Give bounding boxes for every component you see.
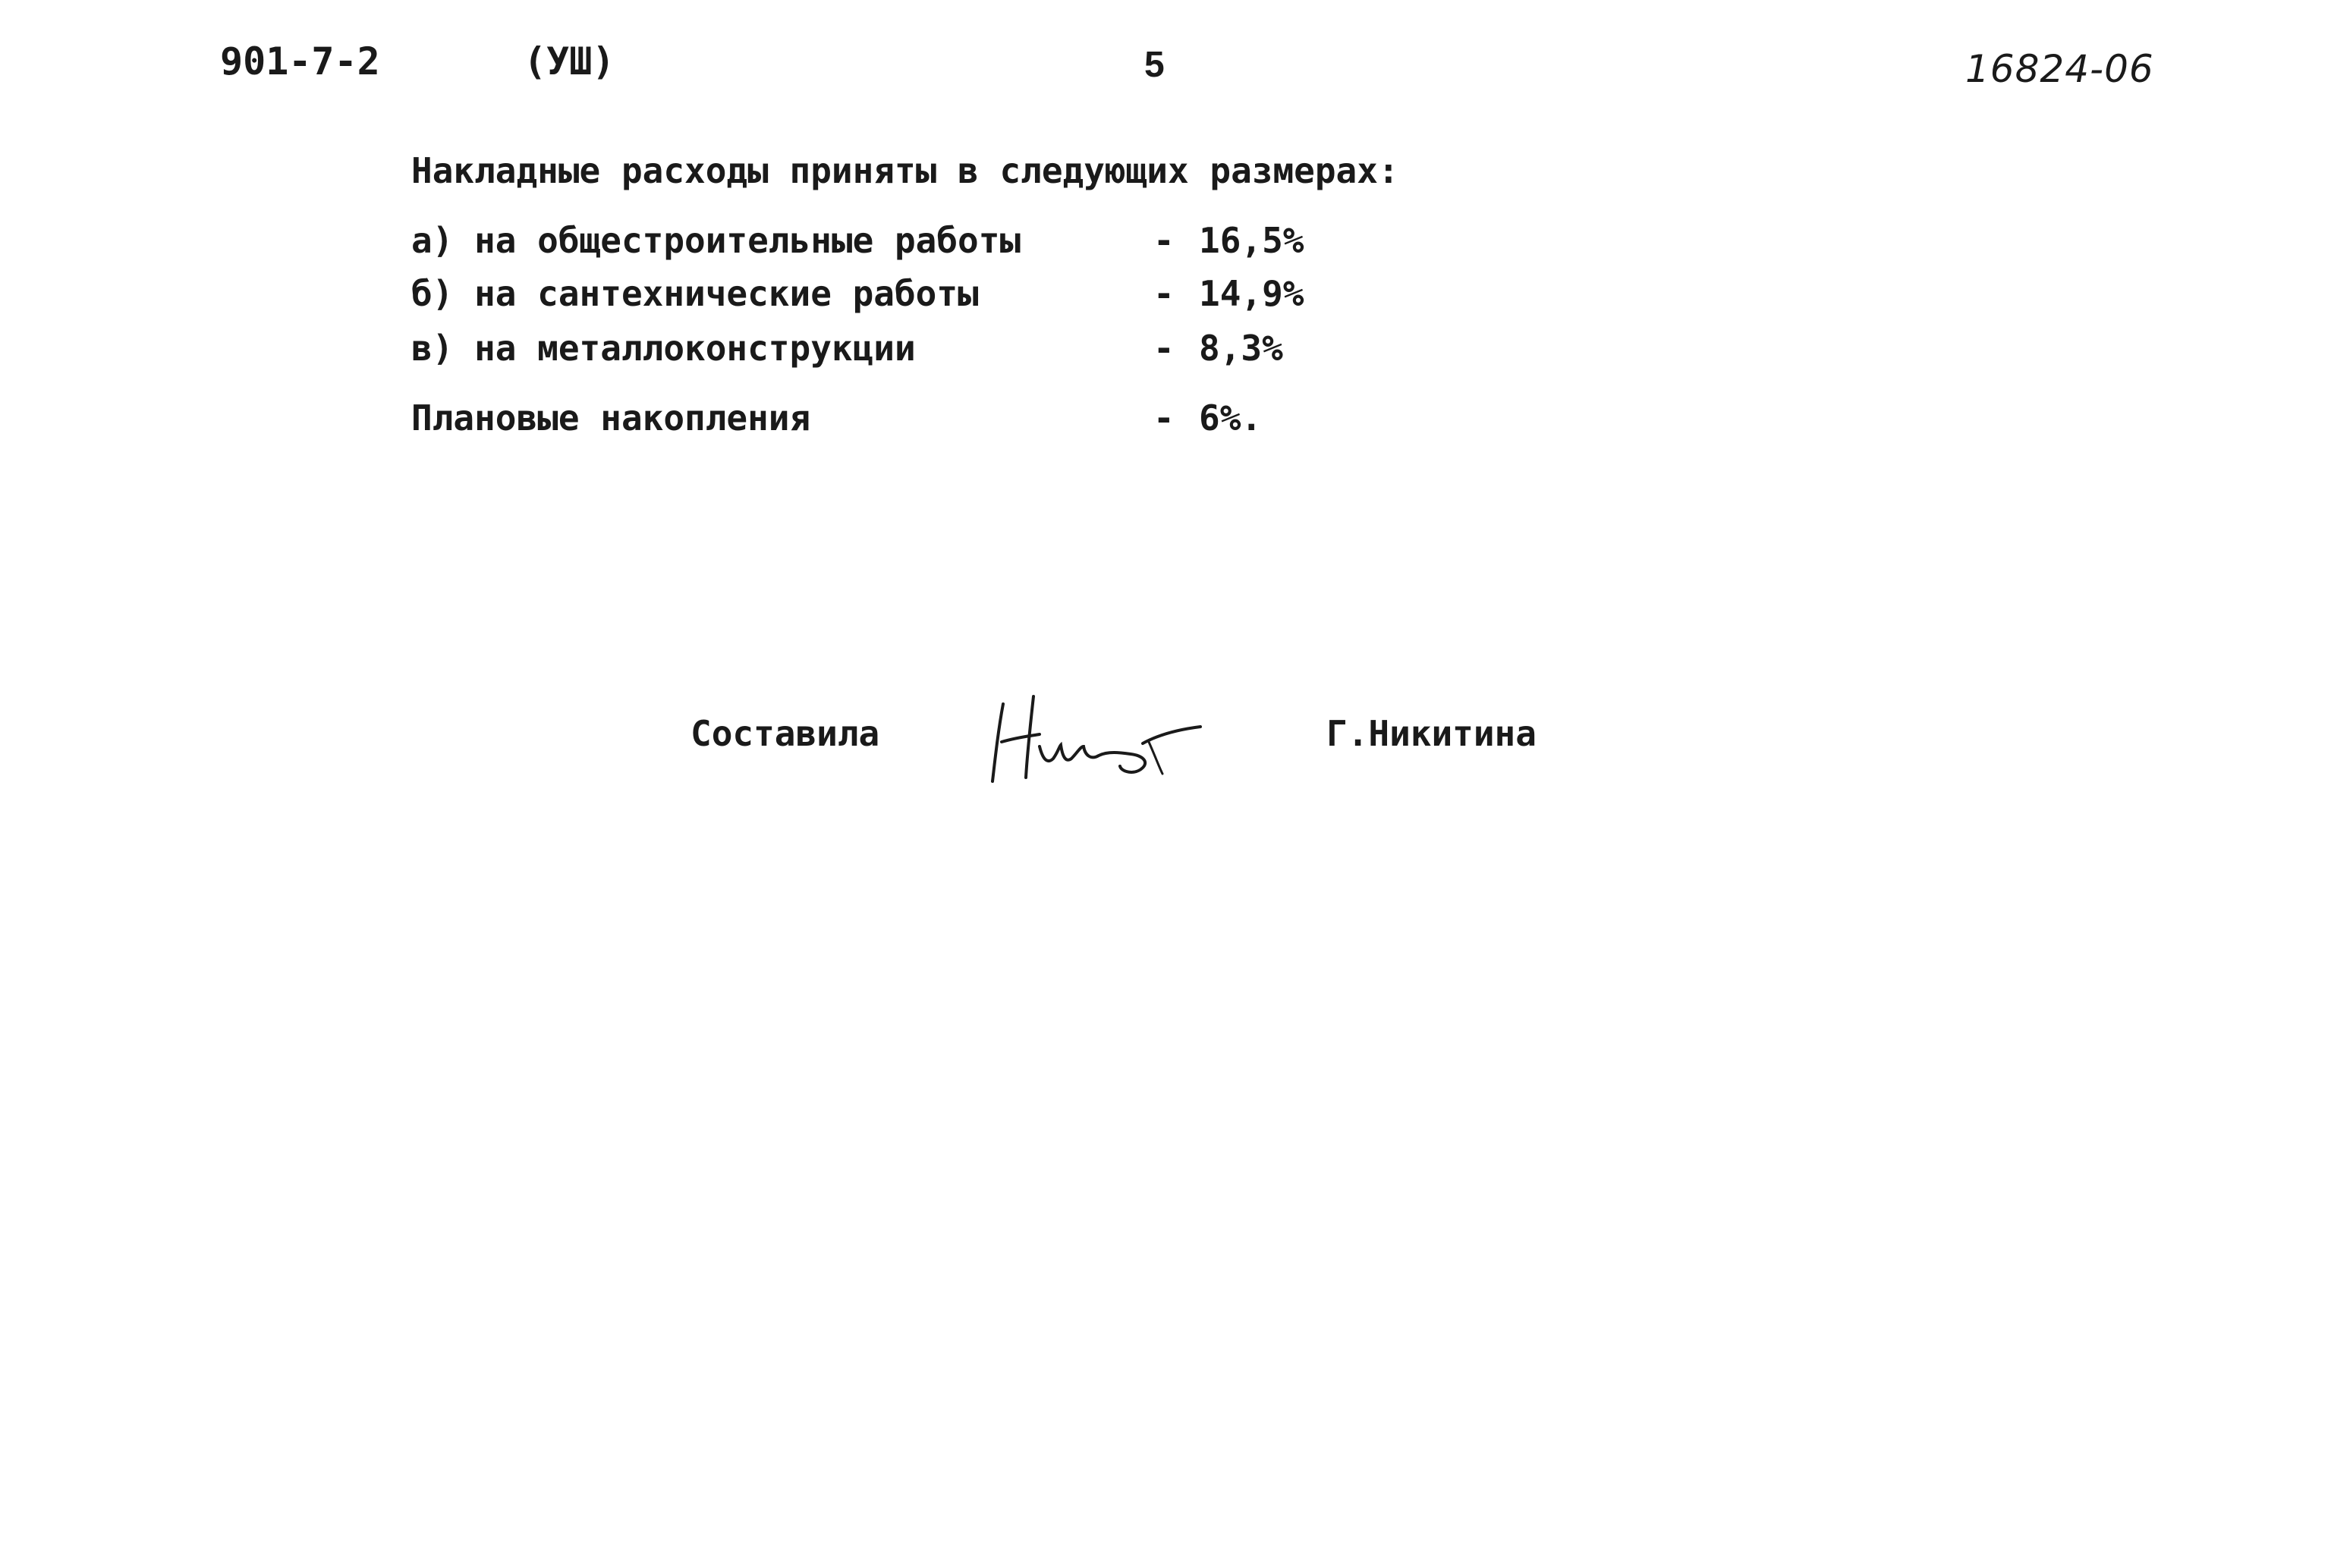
- rate-dash: -: [1153, 328, 1175, 369]
- rate-label: а) на общестроительные работы: [411, 220, 1021, 261]
- compiled-by-label: Составила: [690, 713, 880, 754]
- page-number: 5: [1144, 45, 1165, 85]
- rate-value: 8,3%: [1199, 328, 1283, 369]
- rate-label: б) на сантехнические работы: [411, 273, 979, 314]
- intro-text: Накладные расходы приняты в следующих размерах:: [411, 150, 1399, 191]
- rate-dash: -: [1153, 220, 1175, 261]
- planned-savings-label: Плановые накопления: [411, 397, 811, 438]
- rate-value: 14,9%: [1199, 273, 1304, 314]
- rate-dash: -: [1153, 273, 1175, 314]
- inventory-number: 16824-06: [1965, 47, 2154, 91]
- planned-savings-value: 6%.: [1199, 397, 1263, 438]
- planned-savings-dash: -: [1153, 397, 1175, 438]
- handwritten-signature: [986, 683, 1214, 797]
- document-code: 901-7-2: [220, 39, 380, 83]
- document-series: (УШ): [524, 39, 615, 83]
- compiler-name: Г.Никитина: [1326, 713, 1537, 754]
- rate-label: в) на металлоконструкции: [411, 328, 916, 369]
- rate-value: 16,5%: [1199, 220, 1304, 261]
